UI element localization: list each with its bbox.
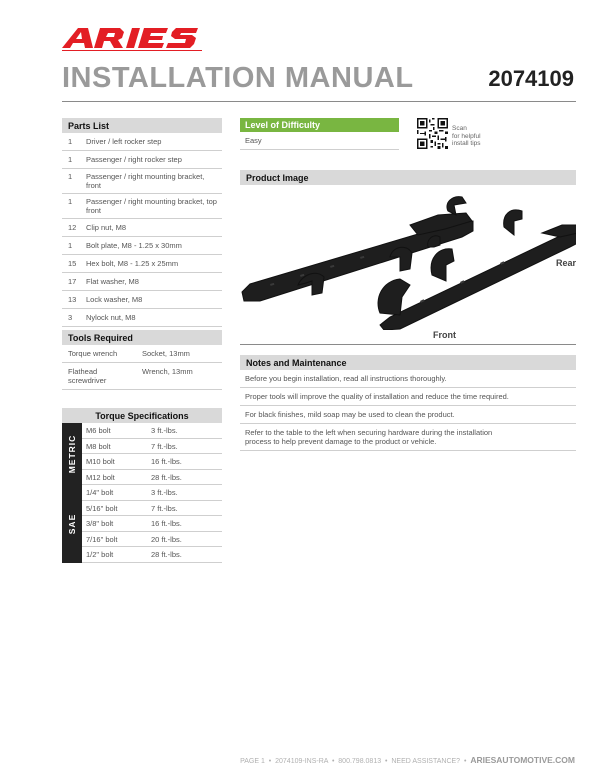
torque-value: 28 ft.-lbs.	[151, 550, 182, 559]
part-qty: 15	[68, 259, 77, 268]
footer-page: PAGE 1	[240, 758, 265, 765]
footer-phone[interactable]: 800.798.0813	[338, 758, 382, 765]
torque-value: 16 ft.-lbs.	[151, 457, 182, 466]
part-desc: Hex bolt, M8 - 1.25 x 25mm	[86, 259, 179, 268]
table-row	[82, 516, 222, 532]
part-qty: 1	[68, 197, 73, 206]
bolt-size: M10 bolt	[86, 457, 115, 466]
table-row	[82, 423, 222, 439]
torque-specifications	[62, 408, 222, 563]
part-qty: 1	[68, 137, 73, 146]
part-qty: 1	[68, 155, 73, 164]
notes-maintenance	[240, 355, 576, 451]
table-row	[62, 237, 222, 255]
difficulty-heading: Level of Difficulty	[240, 118, 399, 132]
bolt-size: 3/8" bolt	[86, 519, 114, 528]
note-item: Refer to the table to the left when securing hardware during the installation process to help prevent damage to the product or vehicle.	[240, 424, 576, 451]
torque-heading: Torque Specifications	[62, 408, 222, 423]
title-divider	[62, 101, 576, 102]
label-front: Front	[433, 330, 456, 340]
footer-assistance: NEED ASSISTANCE?	[391, 758, 461, 765]
parts-list-heading: Parts List	[62, 118, 222, 133]
torque-value: 7 ft.-lbs.	[151, 441, 178, 451]
table-row	[62, 194, 222, 219]
table-row	[82, 547, 222, 563]
rocker-steps-illustration	[240, 185, 576, 330]
part-desc: Clip nut, M8	[86, 223, 127, 232]
torque-value: 28 ft.-lbs.	[151, 472, 182, 482]
part-desc: Flat washer, M8	[86, 277, 139, 286]
table-row	[62, 169, 222, 194]
table-row	[62, 255, 222, 273]
table-row	[62, 345, 222, 363]
part-qty: 17	[68, 277, 77, 286]
table-row	[82, 532, 222, 548]
tool-detail: Socket, 13mm	[142, 349, 190, 358]
bolt-size: 1/4" bolt	[86, 488, 114, 497]
table-row	[82, 454, 222, 470]
manual-title: INSTALLATION MANUAL	[62, 62, 414, 94]
table-row	[82, 501, 222, 517]
tool-detail: Wrench, 13mm	[142, 367, 193, 376]
aries-logo	[62, 26, 212, 52]
part-desc: Passenger / right mounting bracket, front	[86, 172, 205, 190]
table-row	[62, 309, 222, 327]
bolt-size: 7/16" bolt	[86, 534, 118, 544]
sae-side-label: SAE	[62, 485, 82, 563]
metric-group	[62, 423, 222, 485]
bolt-size: 5/16" bolt	[86, 503, 118, 513]
table-row	[62, 273, 222, 291]
footer-website-link[interactable]: ARIESAUTOMOTIVE.COM	[470, 755, 575, 765]
part-desc: Driver / left rocker step	[86, 137, 162, 146]
part-desc: Nylock nut, M8	[86, 313, 136, 322]
table-row	[82, 439, 222, 455]
bolt-size: M6 bolt	[86, 426, 111, 435]
part-qty: 3	[68, 313, 73, 322]
torque-value: 16 ft.-lbs.	[151, 519, 182, 528]
table-row	[62, 133, 222, 151]
qr-code-icon[interactable]	[417, 118, 448, 149]
torque-value: 3 ft.-lbs.	[151, 488, 178, 497]
product-image-heading: Product Image	[240, 170, 576, 185]
part-desc: Passenger / right rocker step	[86, 155, 182, 164]
table-row	[62, 219, 222, 237]
table-row	[62, 151, 222, 169]
table-row	[82, 485, 222, 501]
part-qty: 1	[68, 241, 73, 250]
torque-value: 3 ft.-lbs.	[151, 426, 178, 435]
part-desc: Lock washer, M8	[86, 295, 143, 304]
part-qty: 12	[68, 223, 77, 232]
table-row	[62, 291, 222, 309]
part-desc: Passenger / right mounting bracket, top front	[86, 197, 217, 215]
parts-list	[62, 118, 222, 327]
label-rear: Rear	[556, 258, 577, 268]
part-qty: 13	[68, 295, 77, 304]
part-number: 2074109	[488, 66, 574, 91]
footer-doc-number: 2074109-INS-RA	[275, 758, 329, 765]
bolt-size: M12 bolt	[86, 472, 115, 482]
table-row	[82, 470, 222, 486]
tools-heading: Tools Required	[62, 330, 222, 345]
torque-value: 7 ft.-lbs.	[151, 503, 178, 513]
tool-name: Flathead screwdriver	[68, 367, 107, 385]
tool-name: Torque wrench	[68, 349, 118, 358]
table-row	[62, 363, 222, 390]
note-item: For black finishes, mild soap may be used to clean the product.	[240, 406, 576, 424]
note-item: Before you begin installation, read all instructions thoroughly.	[240, 370, 576, 388]
notes-heading: Notes and Maintenance	[240, 355, 576, 370]
part-desc: Bolt plate, M8 - 1.25 x 30mm	[86, 241, 182, 250]
product-image	[240, 185, 576, 345]
bolt-size: M8 bolt	[86, 441, 111, 451]
difficulty-box	[240, 118, 399, 150]
product-image-section	[240, 170, 576, 345]
bolt-size: 1/2" bolt	[86, 550, 114, 559]
note-item: Proper tools will improve the quality of installation and reduce the time required.	[240, 388, 576, 406]
sae-group	[62, 485, 222, 563]
qr-caption: Scan for helpful install tips	[452, 125, 481, 147]
difficulty-value: Easy	[240, 132, 399, 150]
part-qty: 1	[68, 172, 73, 181]
torque-value: 20 ft.-lbs.	[151, 534, 182, 544]
tools-required	[62, 330, 222, 390]
page-footer: PAGE 1 • 2074109-INS-RA • 800.798.0813 • NEED ASSISTANCE? • ARIESAUTOMOTIVE.COM	[240, 755, 575, 765]
metric-side-label: METRIC	[62, 423, 82, 485]
